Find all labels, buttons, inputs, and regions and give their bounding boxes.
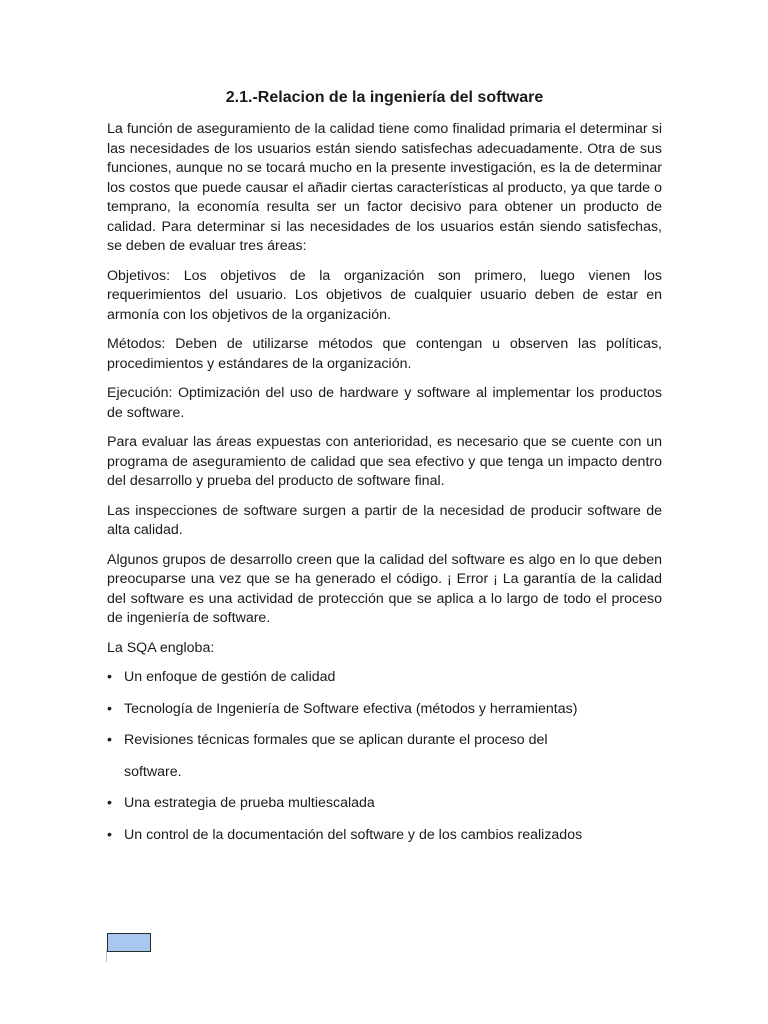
bullet-icon: • xyxy=(107,732,112,748)
list-item xyxy=(107,731,662,782)
list-item-text: Tecnología de Ingeniería de Software efectiva (métodos y herramientas) xyxy=(124,700,578,717)
list-item xyxy=(107,794,662,814)
paragraph-evaluar: Para evaluar las áreas expuestas con anterioridad, es necesario que se cuente con un programa de aseguramiento de calidad que sea efectivo y que tenga un impacto dentro del desarrollo y prueba del producto de software final. xyxy=(107,434,662,489)
document-page xyxy=(107,88,662,857)
paragraph-intro: La función de aseguramiento de la calidad tiene como finalidad primaria el determinar si las necesidades de los usuarios están siendo satisfechas adecuadamente. Otra de sus funciones, aunque no se tocará mucho en la presente investigación, es la de determinar los costos que puede causar el añadir ciertas características al producto, ya que tarde o temprano, la economía resulta ser un factor decisivo para obtener un producto de calidad. Para determinar si las necesidades de los usuarios están siendo satisfechas, se deben de evaluar tres áreas: xyxy=(107,121,662,254)
margin-line xyxy=(106,950,107,962)
bullet-icon: • xyxy=(107,826,112,843)
list-item xyxy=(107,700,662,720)
list-item-text: Una estrategia de prueba multiescalada xyxy=(124,795,375,811)
footer-marker-box xyxy=(107,933,151,952)
bullet-icon: • xyxy=(107,669,112,685)
list-item-text: Un enfoque de gestión de calidad xyxy=(124,669,336,685)
list-item-continuation: software. xyxy=(124,763,182,780)
paragraph-inspecciones: Las inspecciones de software surgen a partir de la necesidad de producir software de alta calidad. xyxy=(107,502,662,538)
sqa-bullet-list xyxy=(107,668,662,845)
bullet-icon: • xyxy=(107,700,112,717)
bullet-icon: • xyxy=(107,795,112,811)
list-item-text: Revisiones técnicas formales que se aplican durante el proceso del xyxy=(124,732,548,748)
list-item xyxy=(107,668,662,688)
list-intro: La SQA engloba: xyxy=(107,639,215,656)
list-item-text: Un control de la documentación del software y de los cambios realizados xyxy=(124,826,583,843)
paragraph-grupos: Algunos grupos de desarrollo creen que la calidad del software es algo en lo que deben preocuparse una vez que se ha generado el código. ¡ Error ¡ La garantía de la calidad del software es una actividad de protección que se aplica a lo largo de todo el proceso de ingeniería de software. xyxy=(107,551,662,626)
list-item xyxy=(107,826,662,846)
document-title: 2.1.-Relacion de la ingeniería del software xyxy=(225,89,544,106)
paragraph-ejecucion: Ejecución: Optimización del uso de hardware y software al implementar los productos de software. xyxy=(107,385,662,421)
paragraph-metodos: Métodos: Deben de utilizarse métodos que contengan u observen las políticas, procedimientos y estándares de la organización. xyxy=(107,336,662,372)
paragraph-objetivos: Objetivos: Los objetivos de la organización son primero, luego vienen los requerimientos del usuario. Los objetivos de cualquier usuario deben de estar en armonía con los objetivos de la organización. xyxy=(107,267,662,323)
